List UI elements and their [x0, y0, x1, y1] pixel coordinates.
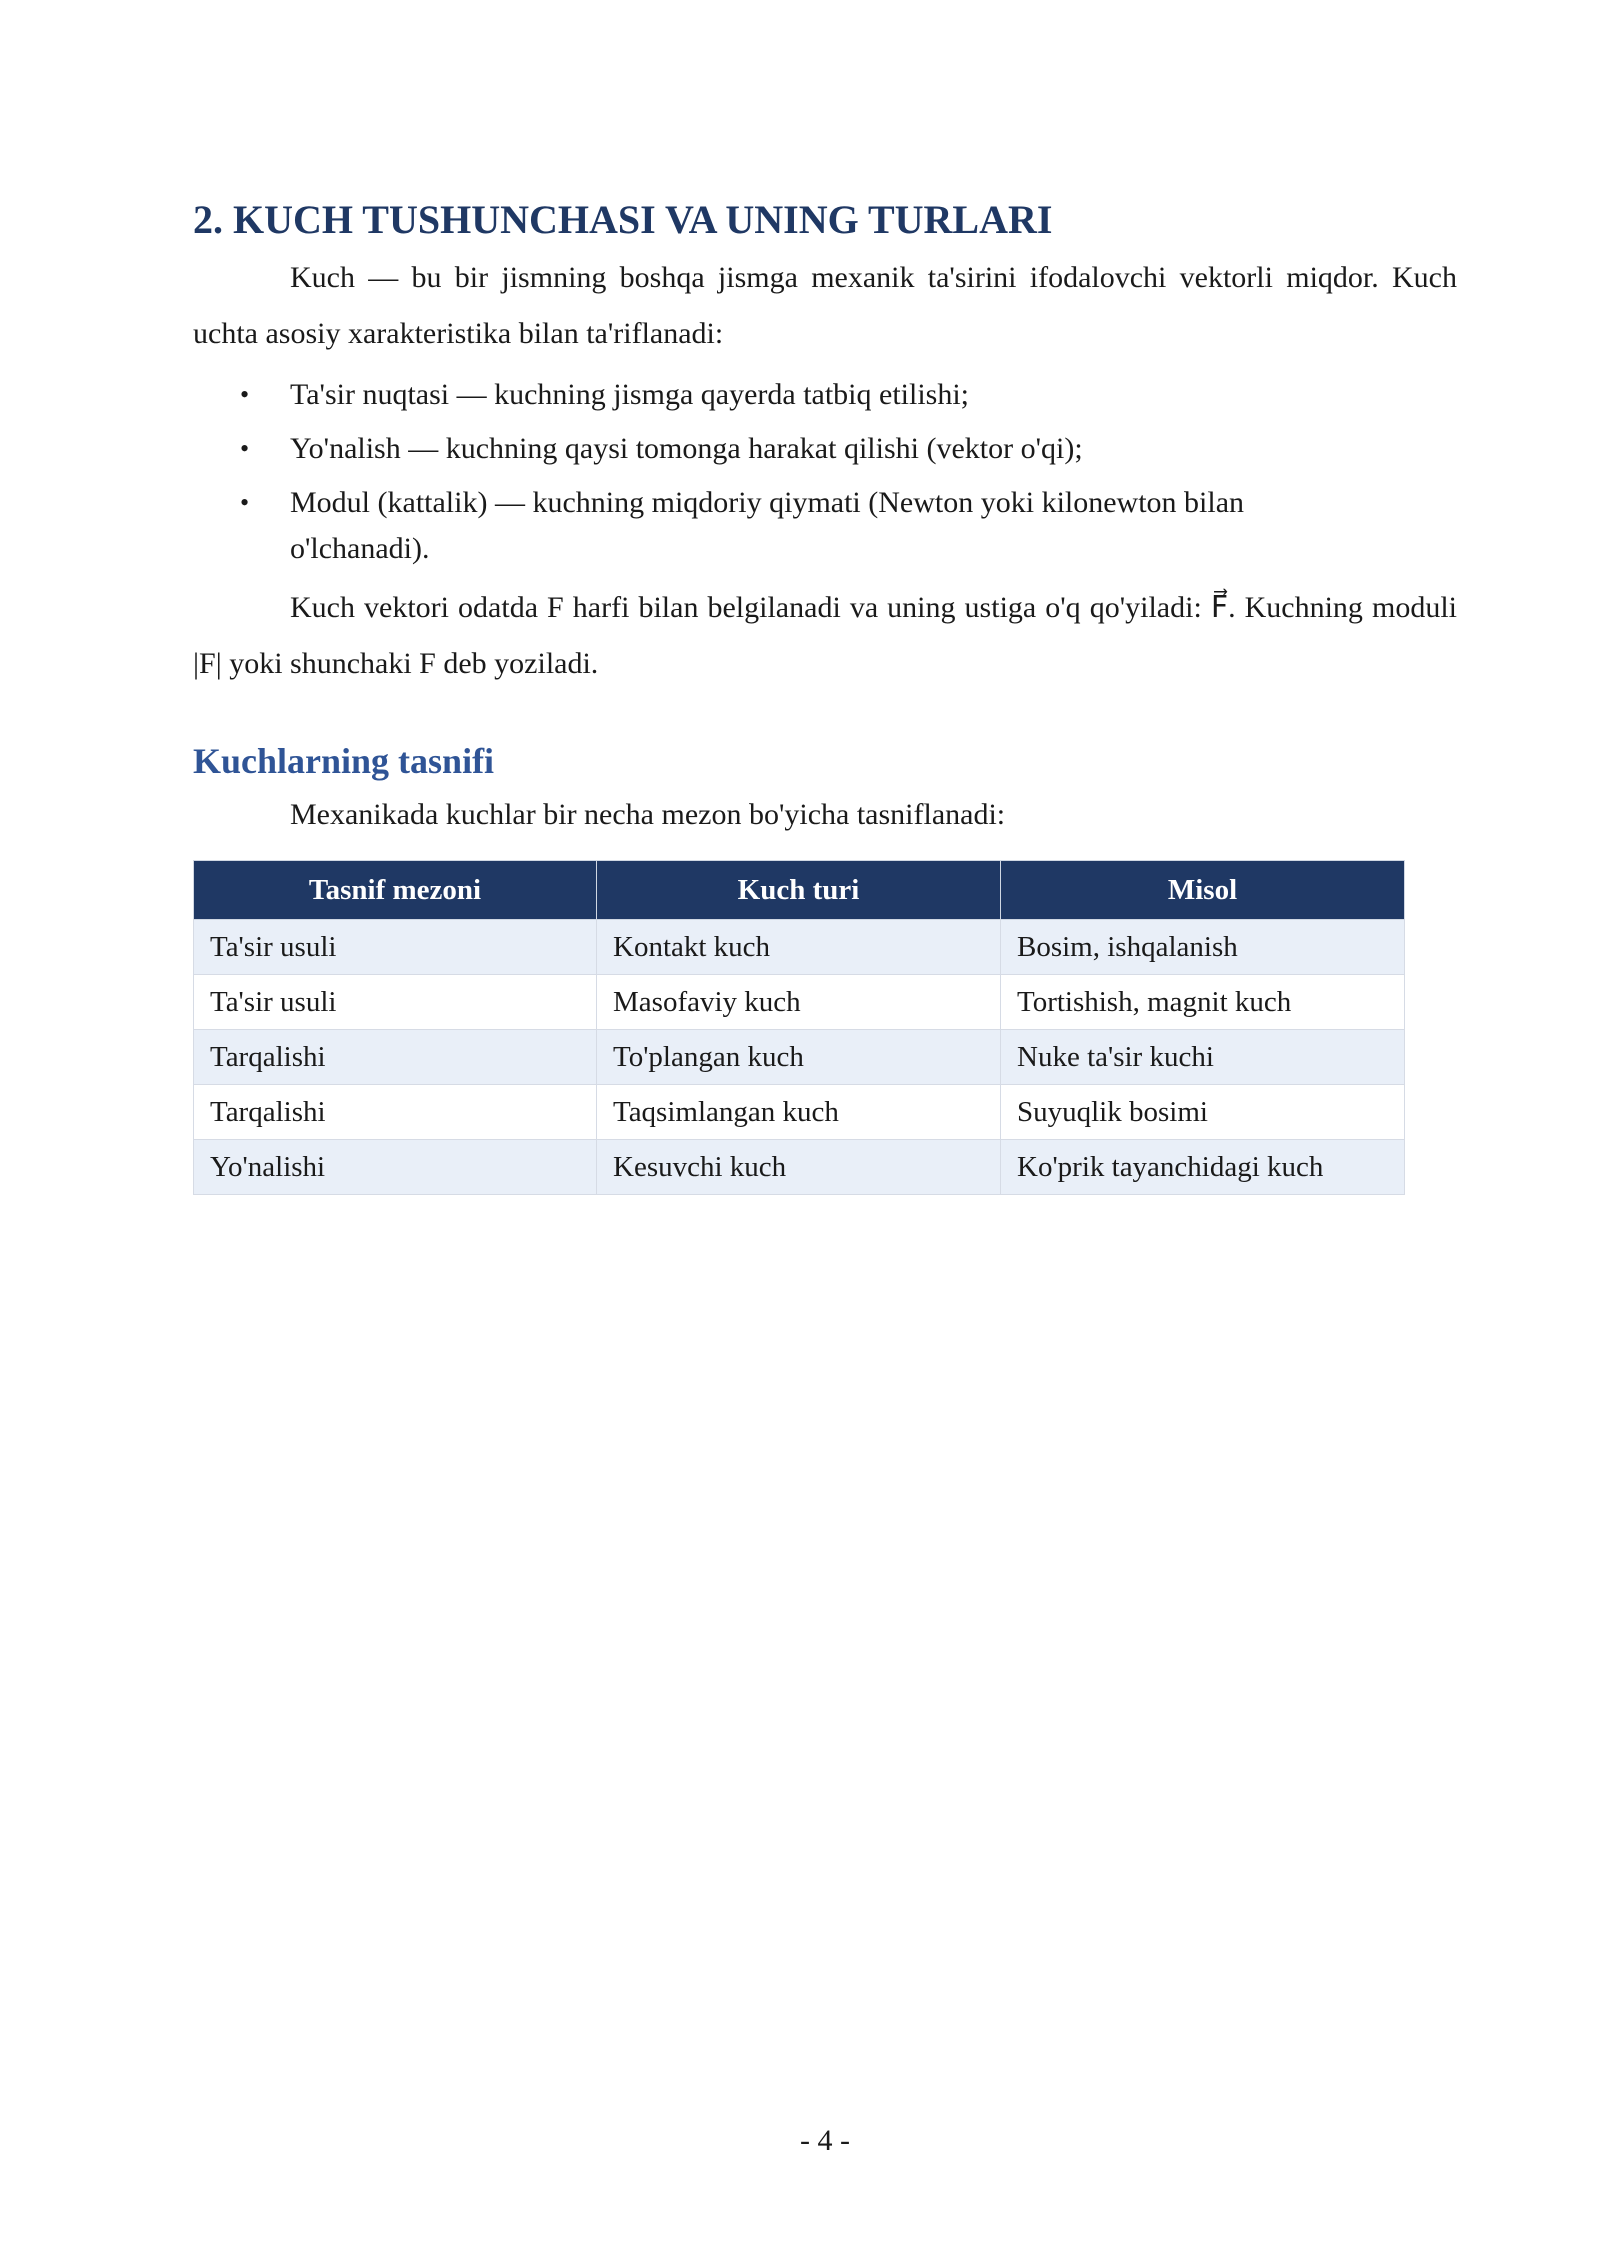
column-header: Tasnif mezoni: [194, 861, 597, 920]
section-title: 2. KUCH TUSHUNCHASI VA UNING TURLARI: [193, 197, 1053, 242]
page-number: - 4 -: [800, 2124, 850, 2157]
bullet-icon: •: [240, 434, 250, 463]
page-content: [193, 190, 1457, 1195]
table-row: [194, 1030, 1405, 1085]
table-cell: Masofaviy kuch: [597, 975, 1001, 1030]
classification-table: [193, 860, 1405, 1195]
table-header-row: [194, 861, 1405, 920]
list-item-text: Yo'nalish — kuchning qaysi tomonga harakat qilishi (vektor o'qi);: [290, 432, 1083, 465]
table-cell: Bosim, ishqalanish: [1001, 920, 1405, 975]
table-cell: Suyuqlik bosimi: [1001, 1085, 1405, 1140]
list-item-text: Ta'sir nuqtasi — kuchning jismga qayerda tatbiq etilishi;: [290, 378, 970, 411]
list-item: [193, 426, 1350, 472]
table-row: [194, 1085, 1405, 1140]
table-intro: Mexanikada kuchlar bir necha mezon bo'yicha tasniflanadi:: [290, 798, 1006, 831]
bullet-icon: •: [240, 488, 250, 517]
column-header: Kuch turi: [597, 861, 1001, 920]
characteristics-list: [193, 372, 1457, 572]
intro-paragraph: Kuch — bu bir jismning boshqa jismga mexanik ta'sirini ifodalovchi vektorli miqdor. Kuch uchta asosiy xarakteristika bilan ta'riflanadi:: [193, 261, 1457, 350]
bullet-icon: •: [240, 380, 250, 409]
subsection-title: Kuchlarning tasnifi: [193, 741, 495, 781]
table-row: [194, 920, 1405, 975]
table-row: [194, 1140, 1405, 1195]
table-cell: Ko'prik tayanchidagi kuch: [1001, 1140, 1405, 1195]
table-cell: Nuke ta'sir kuchi: [1001, 1030, 1405, 1085]
table-cell: Ta'sir usuli: [194, 920, 597, 975]
table-cell: Yo'nalishi: [194, 1140, 597, 1195]
table-cell: Tarqalishi: [194, 1030, 597, 1085]
table-cell: Kesuvchi kuch: [597, 1140, 1001, 1195]
table-cell: Taqsimlangan kuch: [597, 1085, 1001, 1140]
table-cell: Tortishish, magnit kuch: [1001, 975, 1405, 1030]
table-cell: Ta'sir usuli: [194, 975, 597, 1030]
list-item: [193, 480, 1350, 572]
table-row: [194, 975, 1405, 1030]
vector-paragraph: Kuch vektori odatda F harfi bilan belgilanadi va uning ustiga o'q qo'yiladi: F⃗. Kuchning moduli |F| yoki shunchaki F deb yoziladi.: [193, 591, 1457, 680]
table-cell: Tarqalishi: [194, 1085, 597, 1140]
list-item-text: Modul (kattalik) — kuchning miqdoriy qiymati (Newton yoki kilonewton bilan o'lchanadi).: [290, 486, 1245, 565]
list-item: [193, 372, 1350, 418]
table-cell: To'plangan kuch: [597, 1030, 1001, 1085]
column-header: Misol: [1001, 861, 1405, 920]
table-cell: Kontakt kuch: [597, 920, 1001, 975]
